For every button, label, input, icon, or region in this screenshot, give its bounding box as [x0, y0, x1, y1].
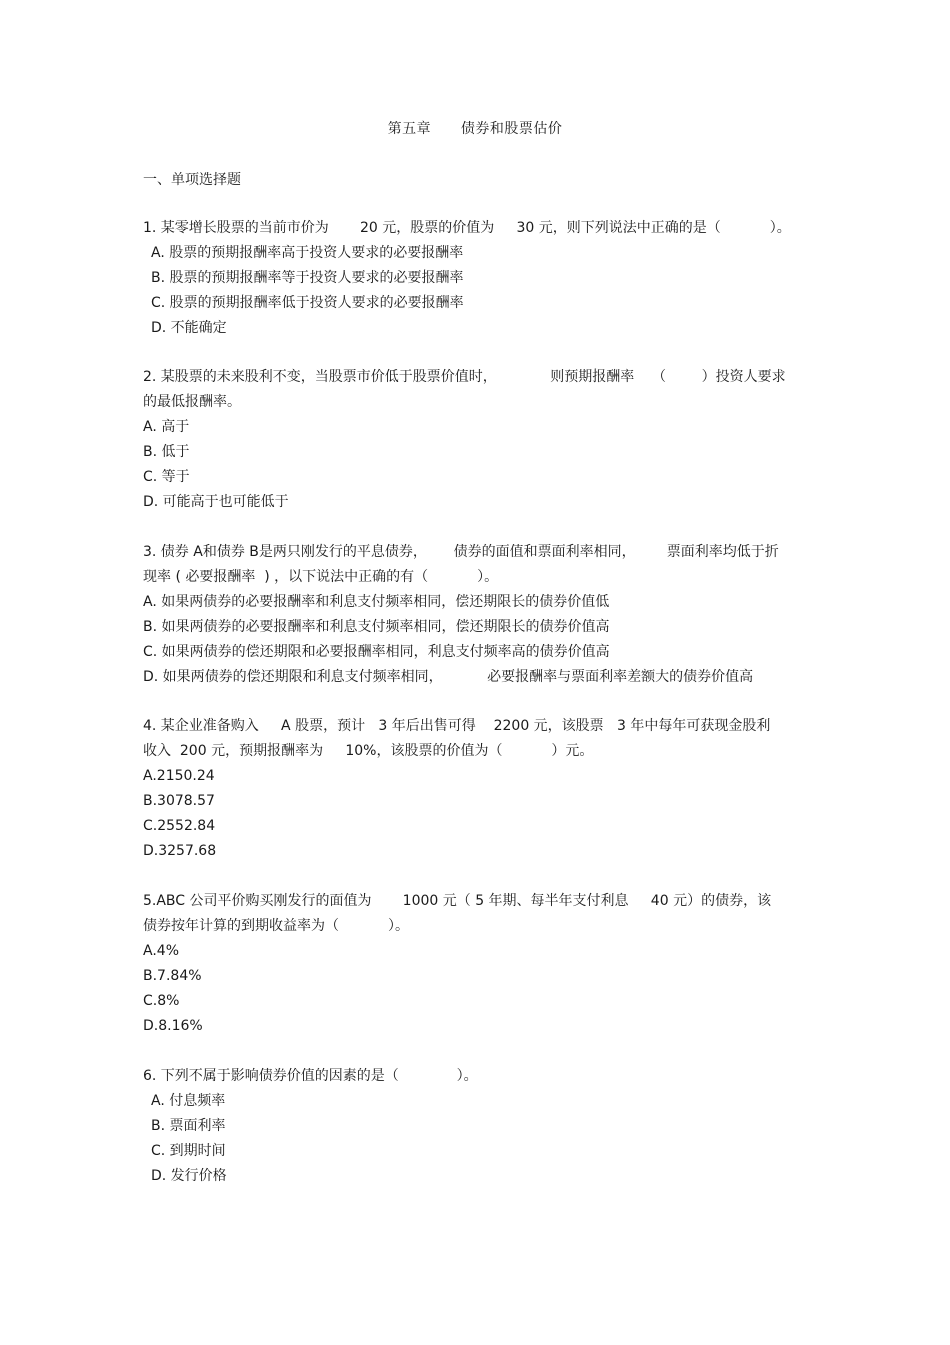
question-5-stem-line-2: 债券按年计算的到期收益率为（ ）。 [143, 918, 409, 934]
question-5-option-c: C.8% [143, 993, 180, 1009]
question-1-stem: 1. 某零增长股票的当前市价为 20 元，股票的价值为 30 元，则下列说法中正确的是（ ）。 [143, 220, 791, 236]
question-2-option-a: A. 高于 [143, 419, 190, 435]
question-5-option-d: D.8.16% [143, 1018, 203, 1034]
question-5-option-a: A.4% [143, 943, 179, 959]
question-4 [143, 714, 813, 864]
question-2-option-d: D. 可能高于也可能低于 [143, 494, 289, 510]
question-5 [143, 889, 813, 1039]
question-4-stem-line-1: 4. 某企业准备购入 A 股票，预计 3 年后出售可得 2200 元，该股票 3 年中每年可获现金股利 [143, 718, 771, 734]
question-3-option-b: B. 如果两债券的必要报酬率和利息支付频率相同，偿还期限长的债券价值高 [143, 619, 610, 635]
question-3-option-d: D. 如果两债券的偿还期限和利息支付频率相同， 必要报酬率与票面利率差额大的债券价值高 [143, 669, 754, 685]
question-6-stem: 6. 下列不属于影响债券价值的因素的是（ ）。 [143, 1068, 478, 1084]
question-1 [143, 216, 813, 341]
question-5-option-b: B.7.84% [143, 968, 202, 984]
question-4-stem-line-2: 收入 200 元，预期报酬率为 10%，该股票的价值为（ ）元。 [143, 743, 594, 759]
question-1-option-b: B. 股票的预期报酬率等于投资人要求的必要报酬率 [151, 270, 464, 286]
question-2 [143, 365, 813, 515]
section-heading: 一、单项选择题 [143, 172, 241, 188]
question-1-option-c: C. 股票的预期报酬率低于投资人要求的必要报酬率 [151, 295, 464, 311]
question-2-stem-line-1: 2. 某股票的未来股利不变，当股票市价低于股票价值时， 则预期报酬率 （ ）投资人要求 [143, 369, 786, 385]
question-4-option-b: B.3078.57 [143, 793, 215, 809]
question-6 [143, 1064, 813, 1189]
question-4-option-a: A.2150.24 [143, 768, 215, 784]
question-3-stem-line-1: 3. 债券 A和债券 B是两只刚发行的平息债券， 债券的面值和票面利率相同， 票面利率均低于折 [143, 544, 779, 560]
question-6-option-a: A. 付息频率 [151, 1093, 226, 1109]
question-3-stem-line-2: 现率 ( 必要报酬率 ) ，以下说法中正确的有（ ）。 [143, 569, 499, 585]
question-1-option-d: D. 不能确定 [151, 320, 227, 336]
question-6-option-d: D. 发行价格 [151, 1168, 227, 1184]
question-6-option-b: B. 票面利率 [151, 1118, 226, 1134]
question-1-option-a: A. 股票的预期报酬率高于投资人要求的必要报酬率 [151, 245, 464, 261]
question-2-option-b: B. 低于 [143, 444, 190, 460]
question-2-stem-line-2: 的最低报酬率。 [143, 394, 241, 410]
question-4-option-d: D.3257.68 [143, 843, 217, 859]
question-5-stem-line-1: 5.ABC 公司平价购买刚发行的面值为 1000 元（ 5 年期、每半年支付利息 40 元）的债券，该 [143, 893, 772, 909]
chapter-title: 第五章 债券和股票估价 [387, 121, 563, 137]
question-2-option-c: C. 等于 [143, 469, 190, 485]
question-4-option-c: C.2552.84 [143, 818, 216, 834]
question-3-option-a: A. 如果两债券的必要报酬率和利息支付频率相同，偿还期限长的债券价值低 [143, 594, 610, 610]
question-3-option-c: C. 如果两债券的偿还期限和必要报酬率相同，利息支付频率高的债券价值高 [143, 644, 610, 660]
question-6-option-c: C. 到期时间 [151, 1143, 226, 1159]
question-3 [143, 540, 813, 690]
